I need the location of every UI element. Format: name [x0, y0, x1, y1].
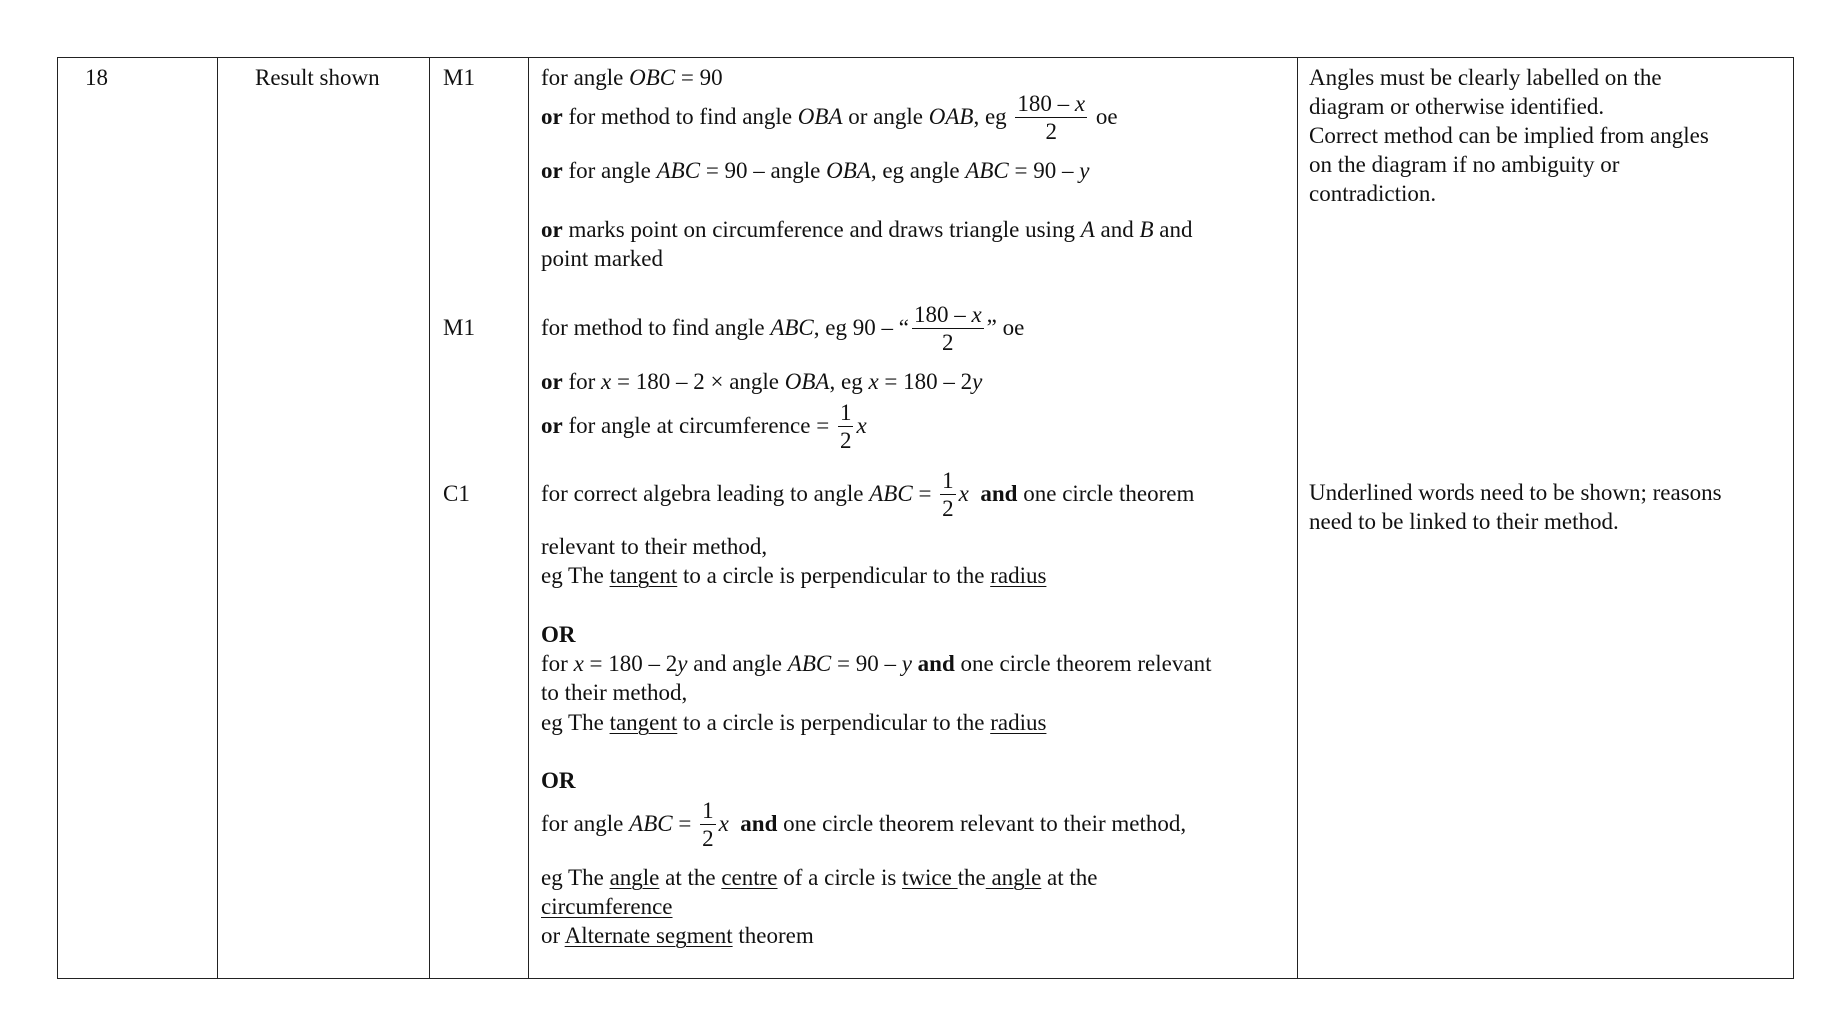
mark-scheme-table	[57, 57, 1794, 979]
mark-code: M1	[443, 315, 475, 340]
m1a-line-3: or for angle ABC = 90 – angle OBA, eg angle ABC = 90 – y	[541, 158, 1090, 183]
m1b-line-2: or for x = 180 – 2 × angle OBA, eg x = 180 – 2y	[541, 369, 983, 394]
or-heading: OR	[541, 768, 576, 793]
fraction: $\frac{1}{2}$	[942, 468, 954, 521]
c1-line-10: or Alternate segment theorem	[541, 923, 814, 948]
c1-line-9: circumference	[541, 894, 673, 919]
c1-line-4: for x = 180 – 2y and angle ABC = 90 – y and one circle theorem relevant	[541, 651, 1212, 676]
column-divider	[429, 58, 430, 978]
note-line: contradiction.	[1309, 181, 1437, 206]
c1-line-3: eg The tangent to a circle is perpendicular to the radius	[541, 563, 1047, 588]
fraction: $\frac{180 - x}{2}$	[1017, 91, 1086, 144]
answer-cell: Result shown	[255, 65, 380, 90]
note-line: on the diagram if no ambiguity or	[1309, 152, 1620, 177]
mark-code: M1	[443, 65, 475, 90]
m1a-line-2: or for method to find angle OBA or angle OAB, eg $\frac{180 - x}{2}$ oe	[541, 91, 1118, 144]
m1a-line-1: for angle OBC = 90	[541, 65, 723, 90]
fraction: $\frac{180 - x}{2}$	[913, 302, 982, 355]
note-line: Underlined words need to be shown; reasons	[1309, 480, 1722, 505]
m1a-line-5: point marked	[541, 246, 663, 271]
m1a-line-4: or marks point on circumference and draws triangle using A and B and	[541, 217, 1193, 242]
mark-scheme-column	[541, 58, 1291, 978]
note-line: need to be linked to their method.	[1309, 509, 1619, 534]
note-line: diagram or otherwise identified.	[1309, 94, 1605, 119]
c1-line-8: eg The angle at the centre of a circle is twice the angle at the	[541, 865, 1098, 890]
fraction: $\frac{1}{2}$	[839, 400, 852, 453]
c1-line-2: relevant to their method,	[541, 534, 768, 559]
m1b-line-3: or for angle at circumference = $\frac{1}{2}$ x	[541, 400, 867, 453]
note-line: Angles must be clearly labelled on the	[1309, 65, 1662, 90]
column-divider	[217, 58, 218, 978]
notes-column	[1309, 58, 1789, 978]
c1-line-6: eg The tangent to a circle is perpendicular to the radius	[541, 710, 1047, 735]
column-divider	[528, 58, 529, 978]
mark-code: C1	[443, 481, 470, 506]
m1b-line-1: for method to find angle ABC, eg 90 – “ $\frac{180 - x}{2}$ ” oe	[541, 302, 1025, 355]
or-heading: OR	[541, 622, 576, 647]
column-divider	[1297, 58, 1298, 978]
note-line: Correct method can be implied from angles	[1309, 123, 1709, 148]
fraction: $\frac{1}{2}$	[702, 798, 714, 851]
c1-line-7: for angle ABC = $\frac{1}{2}$ x and one circle theorem relevant to their method,	[541, 798, 1187, 851]
question-number: 18	[85, 65, 108, 90]
c1-line-1: for correct algebra leading to angle ABC = $\frac{1}{2}$ x and one circle theorem	[541, 468, 1195, 521]
c1-line-5: to their method,	[541, 680, 688, 705]
